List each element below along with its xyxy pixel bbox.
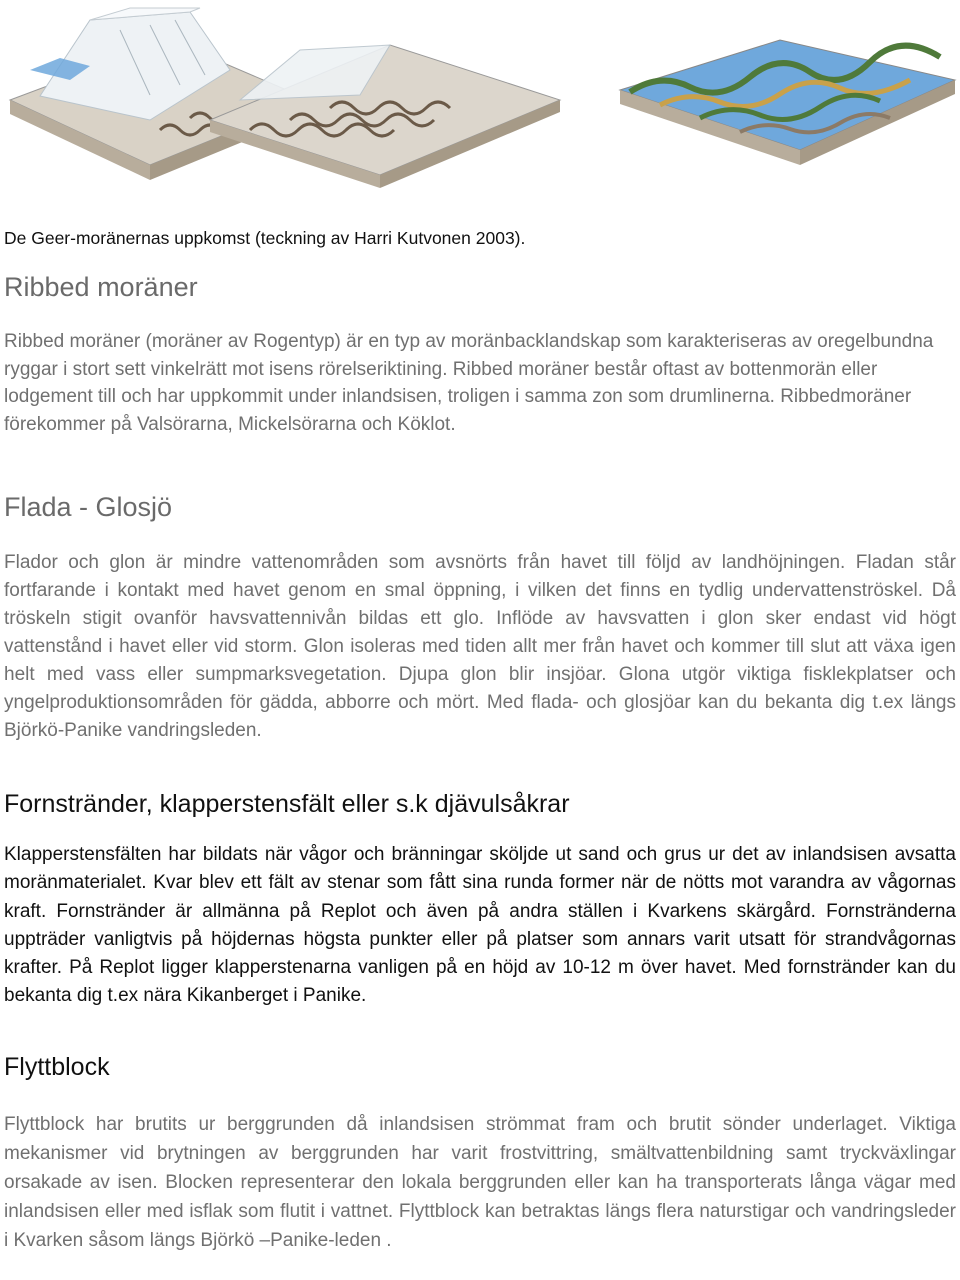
diagram-block-ridges <box>210 45 560 188</box>
heading-ribbed-moraner: Ribbed moräner <box>4 272 198 302</box>
paragraph-fornstrander: Klapperstensfälten har bildats när vågor och bränningar sköljde ut sand och grus ur det av inlandsisen avsatta moränmaterialet. Kvar blev ett fält av stenar som fått sina runda former när de nötts mot varandra av vågornas kraft. Fornstränder är allmänna på Replot och även på andra ställen i Kvarkens skärgård. Fornstränderna uppträder vanligtvis på höjdernas högsta punkter eller på platser som annars varit utsatt för strandvågornas krafter. På Replot ligger klapperstenarna vanligen på en höjd av 10-12 m över havet. Med fornstränder kan du bekanta dig t.ex nära Kikanberget i Panike. <box>4 844 956 1007</box>
heading-flada-glosjo: Flada - Glosjö <box>4 492 173 522</box>
paragraph-flyttblock: Flyttblock har brutits ur berggrunden då inlandsisen strömmat fram och brutit sönder underlaget. Viktiga mekanismer vid brytningen av berggrunden har varit frostvittring, smältvattenbildning samt tryckväxlingar orsakade av isen. Blocken representerar den lokala berggrunden eller kan ha transporterats långa vägar med inlandsisen eller med isflak som flutit i vattnet. Flyttblock kan betraktas längs flera naturstigar och vandringsleder i Kvarken såsom längs Björkö –Panike-leden . <box>4 1114 956 1251</box>
de-geer-moraine-illustration <box>0 0 960 200</box>
figure-caption: De Geer-moränernas uppkomst (teckning av Harri Kutvonen 2003). <box>4 228 526 248</box>
diagram-block-landscape <box>620 40 955 165</box>
heading-fornstrander: Fornstränder, klapperstensfält eller s.k djävulsåkrar <box>4 790 570 818</box>
paragraph-flada-glosjo: Flador och glon är mindre vattenområden som avsnörts från havet till följd av landhöjningen. Fladan står fortfarande i kontakt med havet genom en smal öppning, i vilken det finns en tydlig undervattenströskel. Då tröskeln stigit ovanför havsvattennivån bildas ett glo. Inflöde av havsvatten i glon sker endast vid högt vattenstånd i havet eller vid storm. Glon isoleras med tiden allt mer från havet och kommer till slut att växa igen helt med vass eller sumpmarksvegetation. Djupa glon blir insjöar. Glona utgör viktiga fisklekplatser och yngelproduktionsområden för gädda, abborre och mört. Med flada- och glosjöar kan du bekanta dig t.ex längs Björkö-Panike vandringsleden. <box>4 552 956 741</box>
paragraph-ribbed-moraner: Ribbed moräner (moräner av Rogentyp) är en typ av moränbacklandskap som karakteriseras av oregelbundna ryggar i stort sett vinkelrätt mot isens rörelseriktining. Ribbed moräner består oftast av bottenmorän eller lodgement till och har uppkommit under inlandsisen, troligen i samma zon som drumlinerna. Ribbedmoräner förekommer på Valsörarna, Mickelsörarna och Köklot. <box>4 331 934 435</box>
heading-flyttblock: Flyttblock <box>4 1053 110 1081</box>
